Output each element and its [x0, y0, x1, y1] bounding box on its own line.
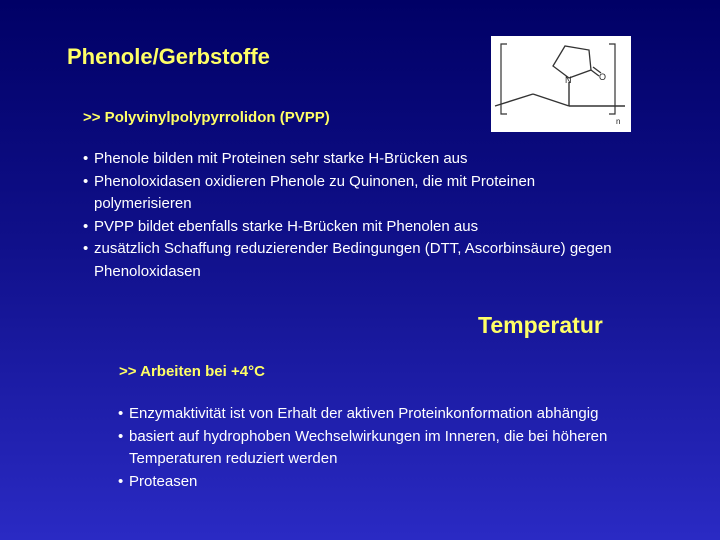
temperature-heading: >> Arbeiten bei +4°C: [119, 363, 265, 380]
bullet-marker: •: [118, 405, 124, 422]
pvpp-bullet: [83, 238, 679, 283]
slide-title: Phenole/Gerbstoffe: [67, 44, 270, 69]
bullet-marker: •: [83, 150, 89, 167]
pvpp-bullet-list: [83, 148, 683, 283]
pvpp-bullet: [83, 148, 683, 171]
pvpp-bullet-text: zusätzlich Schaffung reduzierender Bedingungen (DTT, Ascorbinsäure) gegen Phenoloxidasen: [94, 240, 612, 280]
pvpp-bullet: [83, 171, 564, 216]
temperature-bullet-list: [118, 403, 708, 493]
pvpp-heading: >> Polyvinylpolypyrrolidon (PVPP): [83, 109, 330, 126]
bullet-marker: •: [118, 472, 124, 490]
bullet-marker: •: [83, 172, 89, 190]
temperature-bullet-text: Proteasen: [129, 472, 198, 490]
bullet-marker: •: [83, 217, 89, 235]
pvpp-bullet-text: Phenoloxidasen oxidieren Phenole zu Quinonen, die mit Proteinen polymerisieren: [94, 172, 536, 212]
pvpp-bullet-text: Phenole bilden mit Proteinen sehr starke H-Brücken aus: [94, 150, 468, 167]
pvpp-bullet-text: PVPP bildet ebenfalls starke H-Brücken mit Phenolen aus: [94, 217, 479, 235]
atom-o-label: O: [599, 72, 607, 82]
pvpp-bullet: [83, 216, 683, 239]
temperature-bullet-text: Enzymaktivität ist von Erhalt der aktiven Proteinkonformation abhängig: [129, 405, 599, 422]
temperature-bullet: [118, 426, 619, 471]
atom-n-label: N: [565, 75, 572, 85]
temperature-bullet-text: basiert auf hydrophoben Wechselwirkungen im Inneren, die bei höheren Temperaturen reduziert werden: [129, 427, 608, 467]
temperature-section-title: Temperatur: [478, 312, 603, 338]
polymer-subscript: n: [616, 117, 621, 126]
bullet-marker: •: [83, 240, 89, 257]
pvpp-structure-image: [491, 36, 631, 132]
temperature-bullet: [118, 471, 708, 494]
temperature-bullet: [118, 403, 708, 426]
pvpp-structure-drawing: [491, 36, 631, 132]
bullet-marker: •: [118, 427, 124, 445]
